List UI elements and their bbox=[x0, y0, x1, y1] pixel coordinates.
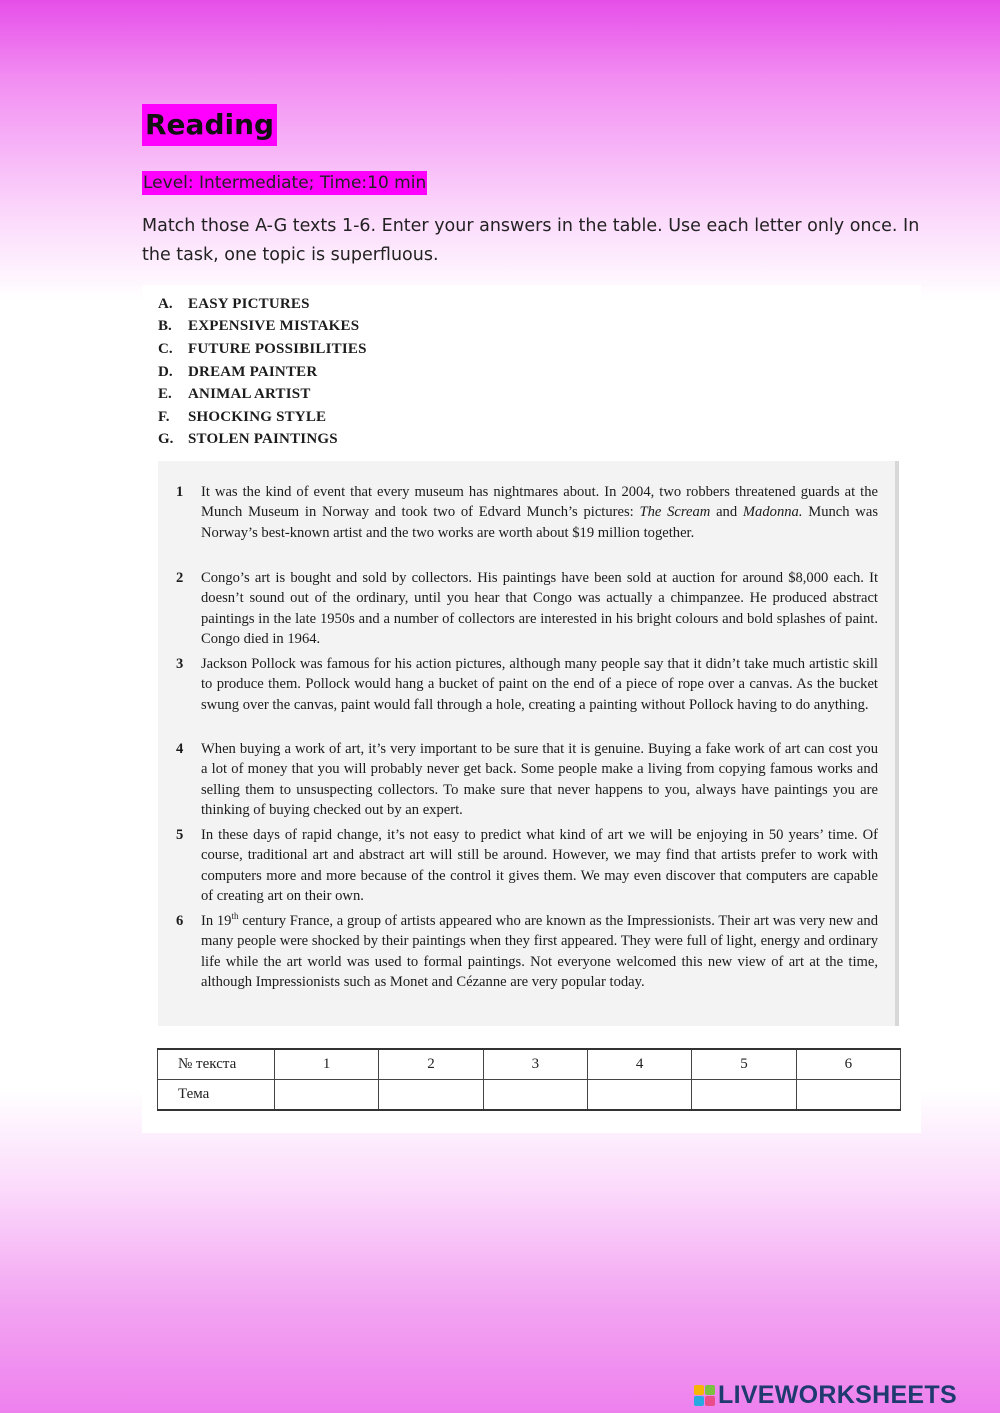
topic-item bbox=[158, 383, 367, 406]
topic-letter: C. bbox=[158, 340, 173, 357]
answer-cell-5[interactable] bbox=[692, 1080, 796, 1111]
answer-cell-3[interactable] bbox=[483, 1080, 587, 1111]
text-paragraph-3 bbox=[158, 654, 878, 715]
text-number-cell: 1 bbox=[275, 1049, 379, 1080]
topic-item bbox=[158, 429, 367, 452]
topic-name: STOLEN PAINTINGS bbox=[188, 431, 338, 448]
answer-table bbox=[157, 1048, 901, 1111]
page-title: Reading bbox=[142, 104, 277, 146]
answer-cell-2[interactable] bbox=[379, 1080, 483, 1111]
level-label: Level: Intermediate; Time:10 min bbox=[143, 173, 427, 193]
text-number-cell: 5 bbox=[692, 1049, 796, 1080]
logo-square-pink bbox=[705, 1396, 715, 1406]
worksheet-scan bbox=[142, 285, 921, 1133]
answer-cell-1[interactable] bbox=[275, 1080, 379, 1111]
text-body: Congo’s art is bought and sold by collectors. His paintings have been sold at auction for around $8,000 each. It doesn’t sound out of the ordinary, until you hear that Congo was actually a chimpanzee. He produced abstract paintings in the late 1950s and a number of collectors are interested in his bright colours and bold splashes of paint. Congo died in 1964. bbox=[201, 570, 878, 647]
topic-item bbox=[158, 406, 367, 429]
text-number: 2 bbox=[176, 570, 184, 586]
text-paragraph-2 bbox=[158, 568, 878, 649]
text-paragraph-6 bbox=[158, 911, 878, 992]
topic-letter: F. bbox=[158, 408, 170, 425]
instructions-text: Match those A-G texts 1-6. Enter your answers in the table. Use each letter only once. In the task, one topic is superfluous. bbox=[142, 216, 920, 265]
text-body: In 19th century France, a group of artists appeared who are known as the Impressionists. Their art was very new and many people were shocked by their paintings when they first appeared. They were full of light, energy and ordinary life while the art world was used to formal paintings. Not everyone welcomed this new view of art at the time, although Impressionists such as Monet and Cézanne are very popular today. bbox=[201, 911, 878, 990]
text-number: 5 bbox=[176, 827, 184, 843]
topic-item bbox=[158, 316, 367, 339]
text-body: Jackson Pollock was famous for his action pictures, although many people say that it didn’t take much artistic skill to produce them. Pollock would hang a bucket of paint on the end of a piece of rope over a canvas. As the bucket swung over the canvas, paint would fall through a hole, creating a painting without Pollock having to do anything. bbox=[201, 656, 878, 713]
topic-letter: E. bbox=[158, 386, 172, 403]
row-label-topic: Тема bbox=[158, 1080, 275, 1111]
logo-square-blue bbox=[694, 1396, 704, 1406]
text-number-cell: 3 bbox=[483, 1049, 587, 1080]
table-row bbox=[158, 1080, 901, 1111]
topic-letter: G. bbox=[158, 431, 174, 448]
text-paragraph-1 bbox=[158, 482, 878, 543]
logo-square-yellow bbox=[694, 1385, 704, 1395]
text-body: When buying a work of art, it’s very important to be sure that it is genuine. Buying a fake work of art can cost you a lot of money that you will probably never get back. Some people make a living from copying famous works and selling them to unsuspecting collectors. To make sure that never happens to you, always have paintings you are thinking of buying checked out by an expert. bbox=[201, 741, 878, 818]
topic-item bbox=[158, 293, 367, 316]
text-number: 1 bbox=[176, 484, 184, 500]
text-number: 3 bbox=[176, 656, 184, 672]
topic-name: EXPENSIVE MISTAKES bbox=[188, 318, 360, 335]
topic-letter: B. bbox=[158, 318, 172, 335]
text-number: 6 bbox=[176, 913, 184, 929]
text-body: It was the kind of event that every museum has nightmares about. In 2004, two robbers threatened guards at the Munch Museum in Norway and took two of Edvard Munch’s pictures: The Scream and Madonna. Munch was Norway’s best-known artist and the two works are worth about $19 million together. bbox=[201, 484, 879, 541]
row-label-text-number: № текста bbox=[158, 1049, 275, 1080]
text-paragraph-4 bbox=[158, 739, 878, 820]
logo-square-green bbox=[705, 1385, 715, 1395]
topic-name: EASY PICTURES bbox=[188, 295, 310, 312]
text-number-cell: 2 bbox=[379, 1049, 483, 1080]
topic-item bbox=[158, 361, 367, 384]
text-paragraph-5 bbox=[158, 825, 878, 906]
text-number-cell: 4 bbox=[587, 1049, 691, 1080]
topic-name: FUTURE POSSIBILITIES bbox=[188, 340, 367, 357]
text-number: 4 bbox=[176, 741, 184, 757]
topic-name: SHOCKING STYLE bbox=[188, 408, 327, 425]
topic-name: DREAM PAINTER bbox=[188, 363, 318, 380]
answer-cell-6[interactable] bbox=[796, 1080, 900, 1111]
answer-cell-4[interactable] bbox=[587, 1080, 691, 1111]
topic-letter: A. bbox=[158, 295, 173, 312]
texts-box bbox=[158, 461, 899, 1026]
logo-text: LIVEWORKSHEETS bbox=[718, 1380, 957, 1409]
topic-name: ANIMAL ARTIST bbox=[188, 386, 311, 403]
liveworksheets-logo-icon bbox=[694, 1385, 715, 1406]
text-body: In these days of rapid change, it’s not easy to predict what kind of art we will be enjoying in 50 years’ time. Of course, traditional art and abstract art will still be around. However, we may find that artists prefer to work with computers more and more because of the control it gives them. We may even discover that computers are capable of creating art on their own. bbox=[201, 827, 878, 904]
topic-letter: D. bbox=[158, 363, 173, 380]
table-row bbox=[158, 1049, 901, 1080]
liveworksheets-logo[interactable] bbox=[694, 1378, 957, 1412]
text-number-cell: 6 bbox=[796, 1049, 900, 1080]
topic-item bbox=[158, 338, 367, 361]
topic-list bbox=[158, 293, 367, 451]
